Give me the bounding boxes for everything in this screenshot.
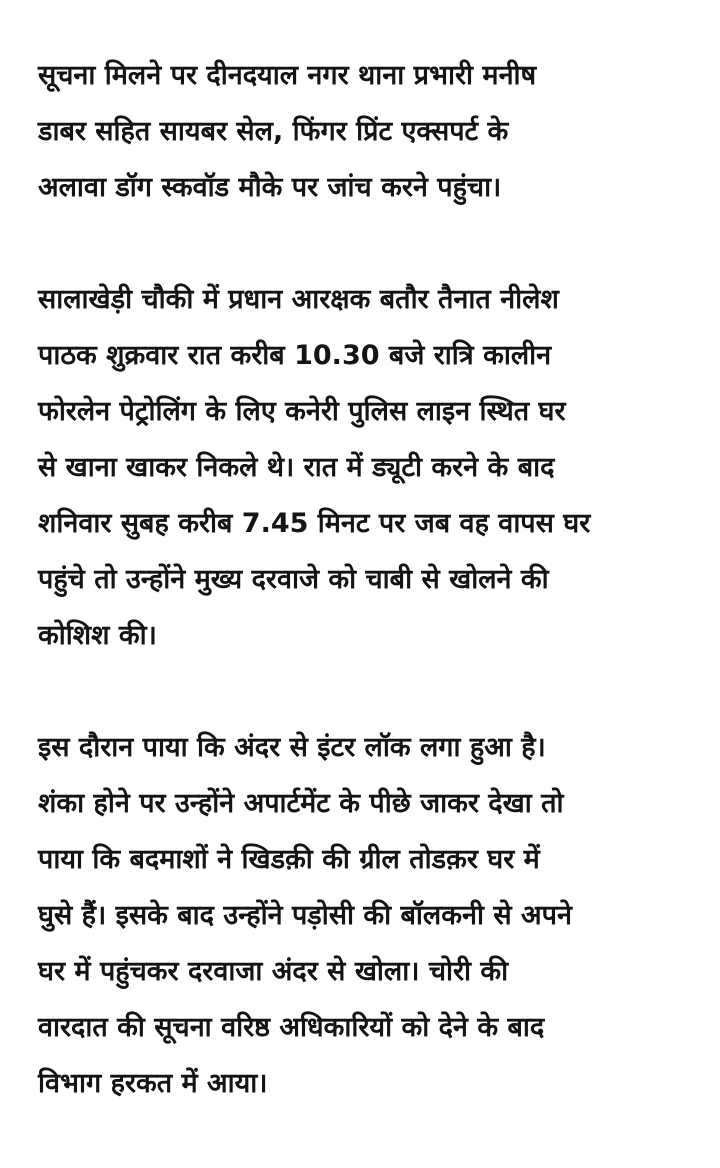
text-line: सूचना मिलने पर दीनदयाल नगर थाना प्रभारी मनीष bbox=[38, 60, 537, 91]
paragraph-1 bbox=[38, 48, 688, 216]
text-line: डाबर सहित सायबर सेल, फिंगर प्रिंट एक्सपर्ट के bbox=[38, 116, 509, 147]
text-line: शंका होने पर उन्होंने अपार्टमेंट के पीछे जाकर देखा तो bbox=[38, 788, 564, 819]
text-line: पहुंचे तो उन्होंने मुख्य दरवाजे को चाबी से खोलने की bbox=[38, 564, 549, 595]
text-line: इस दौरान पाया कि अंदर से इंटर लॉक लगा हुआ है। bbox=[38, 732, 546, 763]
text-line: घर में पहुंचकर दरवाजा अंदर से खोला। चोरी की bbox=[38, 956, 509, 987]
text-line: फोरलेन पेट्रोलिंग के लिए कनेरी पुलिस लाइन स्थित घर bbox=[38, 396, 566, 427]
text-line: कोशिश की। bbox=[38, 620, 157, 651]
text-line: विभाग हरकत में आया। bbox=[38, 1068, 268, 1099]
text-line: सालाखेड़ी चौकी में प्रधान आरक्षक बतौर तैनात नीलेश bbox=[38, 284, 559, 315]
text-line: शनिवार सुबह करीब 7.45 मिनट पर जब वह वापस घर bbox=[38, 508, 591, 539]
paragraph-3 bbox=[38, 720, 688, 1112]
text-line: अलावा डॉग स्कवॉड मौके पर जांच करने पहुंचा। bbox=[38, 172, 502, 203]
text-line: से खाना खाकर निकले थे। रात में ड्यूटी करने के बाद bbox=[38, 452, 555, 483]
text-line: घुसे हैं। इसके बाद उन्होंने पड़ोसी की बॉलकनी से अपने bbox=[38, 900, 572, 931]
text-line: पाठक शुक्रवार रात करीब 10.30 बजे रात्रि कालीन bbox=[38, 340, 552, 371]
text-line: वारदात की सूचना वरिष्ठ अधिकारियों को देने के बाद bbox=[38, 1012, 545, 1043]
article-body bbox=[38, 48, 688, 1168]
text-line: पाया कि बदमाशों ने खिडक़ी की ग्रील तोडक़र घर में bbox=[38, 844, 540, 875]
paragraph-2 bbox=[38, 272, 688, 664]
